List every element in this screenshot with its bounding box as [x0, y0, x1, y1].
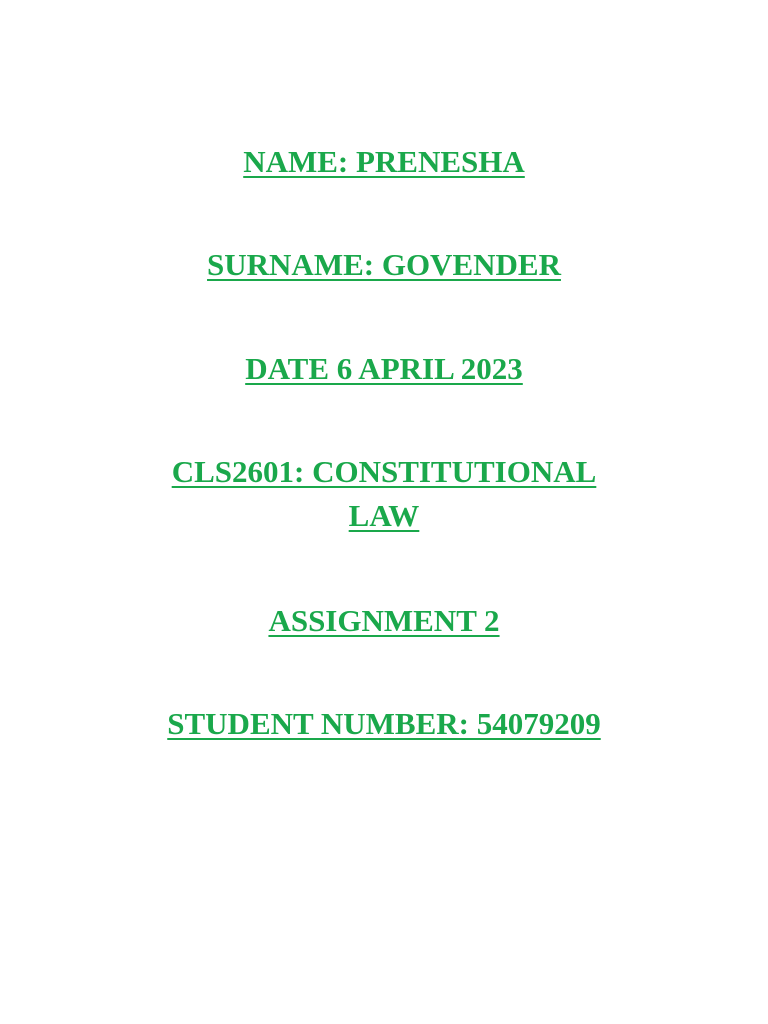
name-line: NAME: PRENESHA	[243, 144, 525, 179]
course-title-line-1: CLS2601: CONSTITUTIONAL	[171, 454, 597, 489]
assignment-line: ASSIGNMENT 2	[268, 603, 500, 638]
date-line: DATE 6 APRIL 2023	[245, 351, 523, 386]
student-number-line: STUDENT NUMBER: 54079209	[167, 706, 601, 741]
surname-line: SURNAME: GOVENDER	[207, 247, 561, 282]
course-title-line-2: LAW	[348, 498, 420, 533]
